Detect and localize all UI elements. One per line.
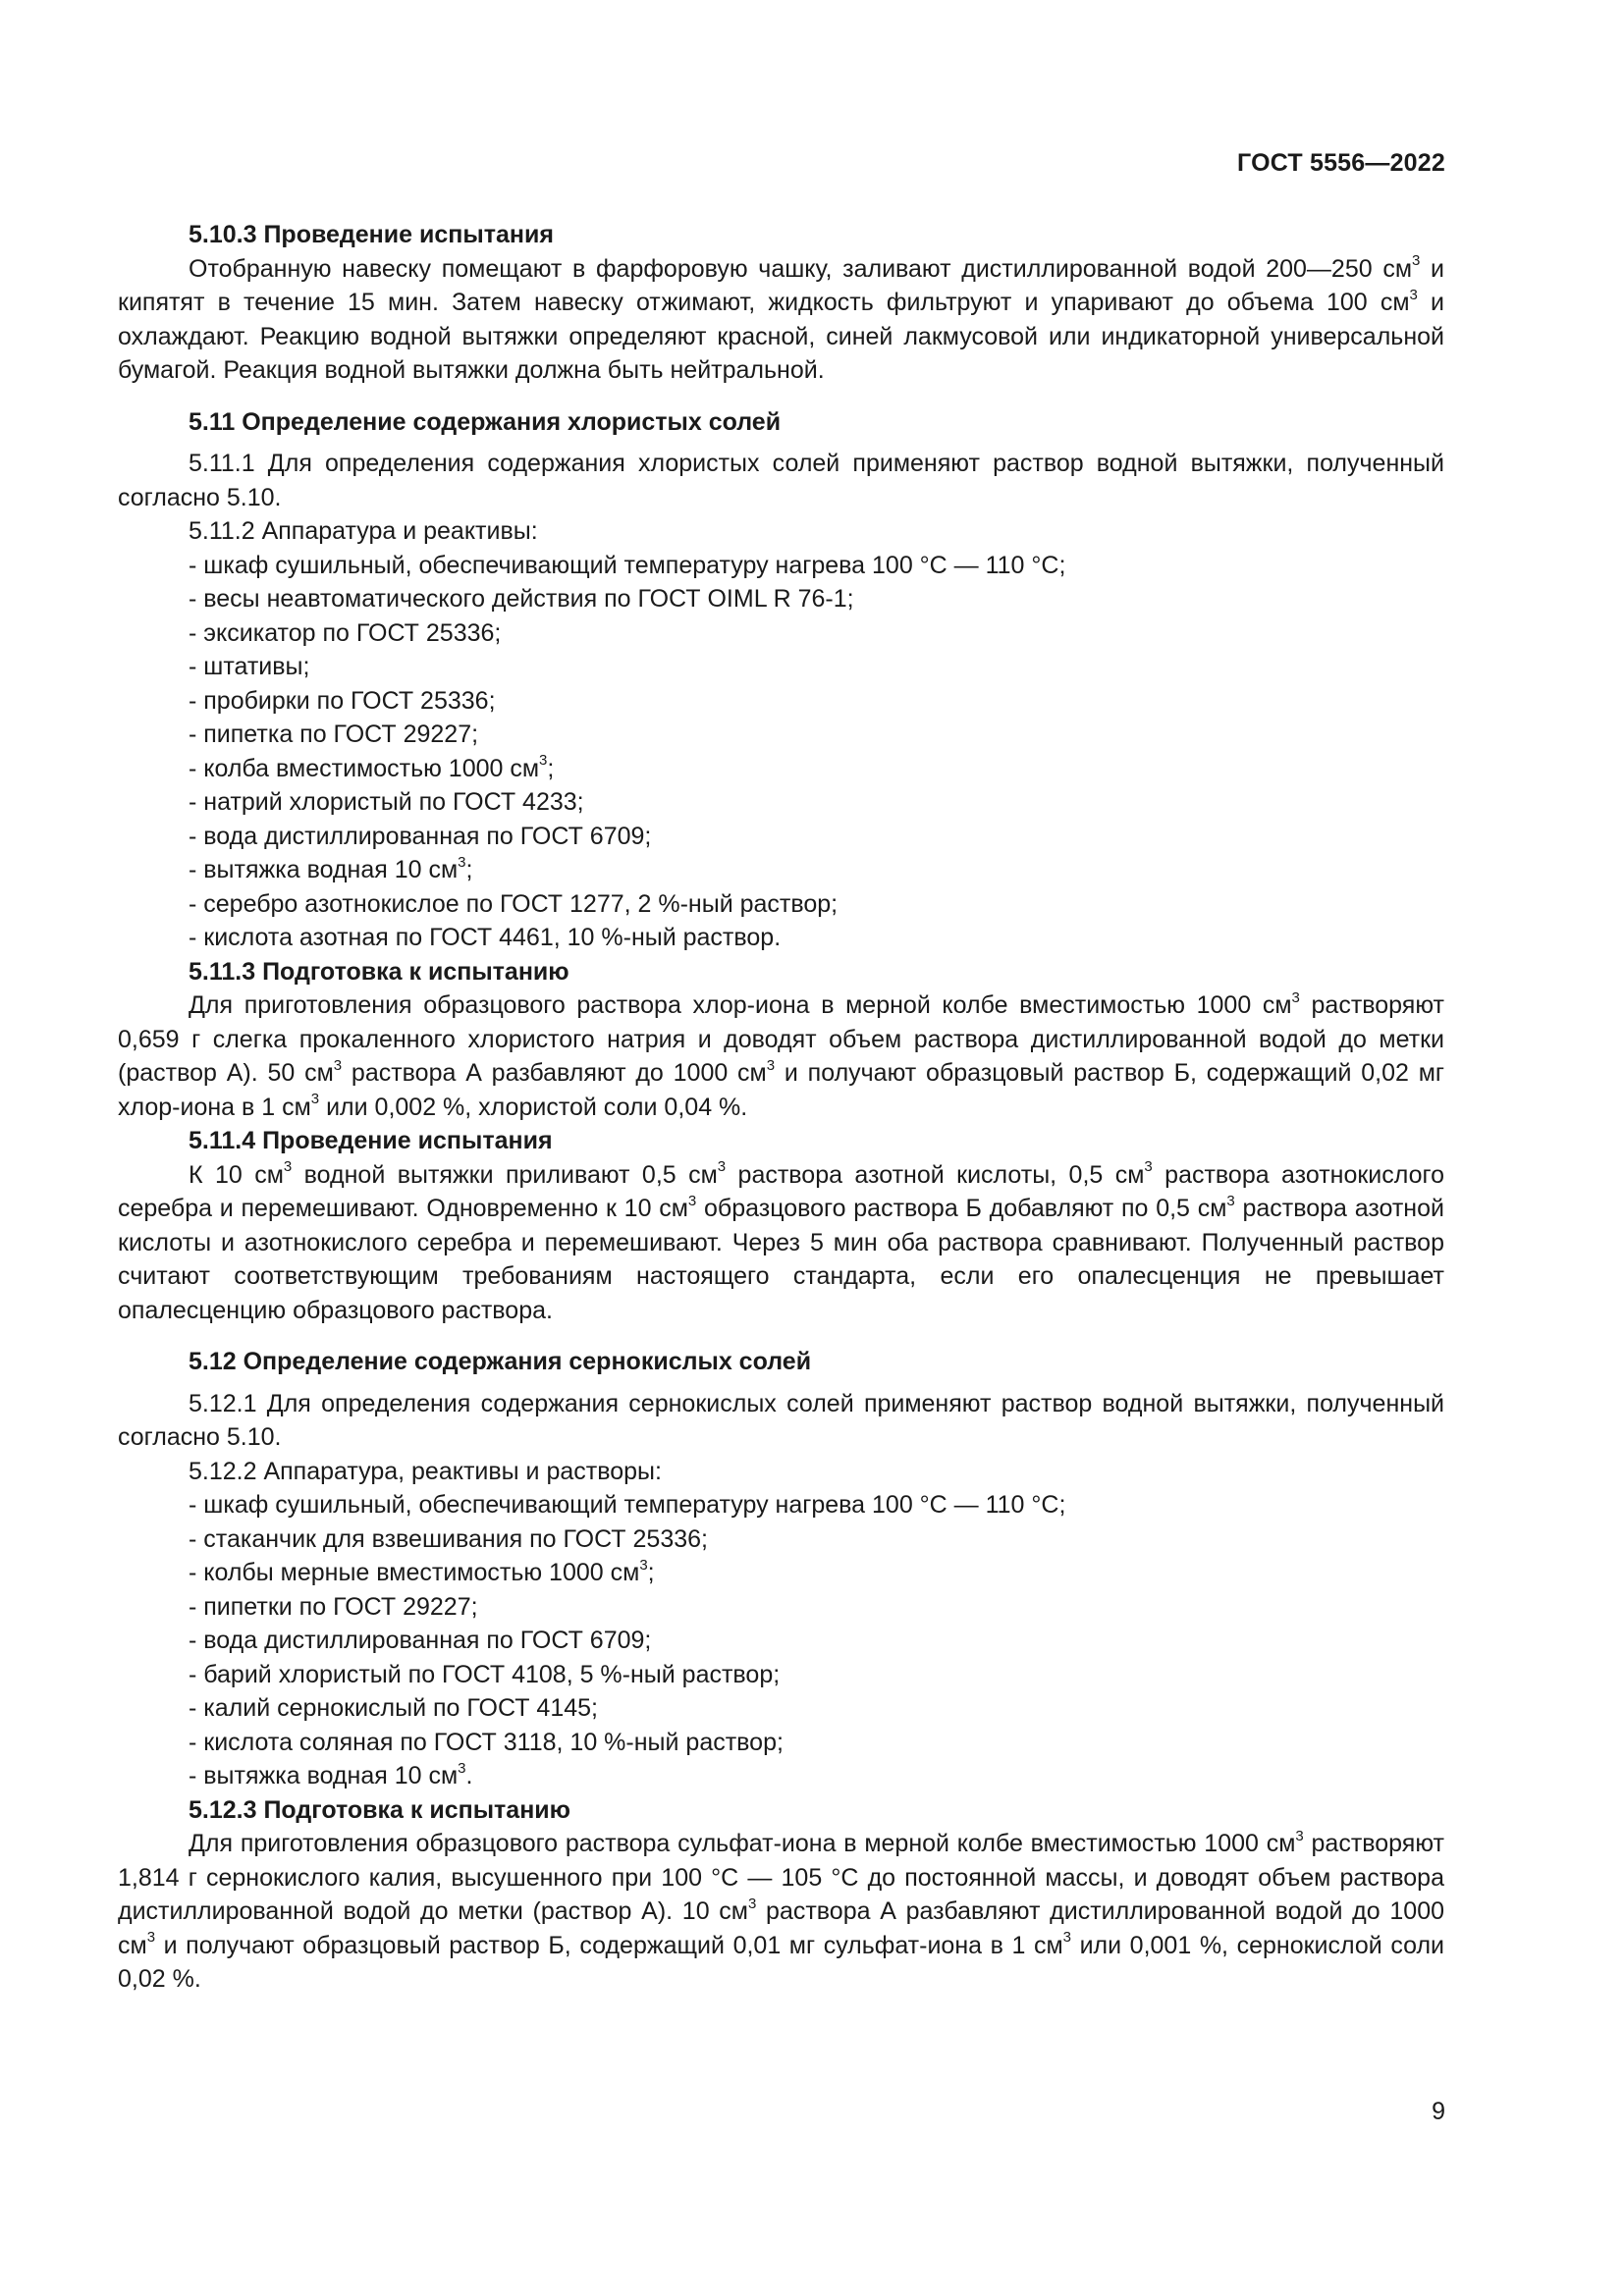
- list-item: - пипетки по ГОСТ 29227;: [189, 1592, 478, 1621]
- document-code: ГОСТ 5556—2022: [1237, 149, 1445, 177]
- section-5-12-1-text: 5.12.1 Для определения содержания сернокислых солей применяют раствор водной вытяжки, полученный согласно 5.10.: [118, 1389, 1444, 1451]
- list-item: - вытяжка водная 10 $см^3$;: [189, 853, 473, 883]
- list-item: - колбы мерные вместимостью 1000 $см^3$;: [189, 1556, 655, 1586]
- section-5-11-4-heading: 5.11.4 Проведение испытания: [189, 1127, 553, 1154]
- section-5-11-2-text: 5.11.2 Аппаратура и реактивы:: [189, 517, 538, 545]
- list-item: - кислота азотная по ГОСТ 4461, 10 %-ный раствор.: [189, 924, 782, 951]
- equipment-list-5-12: [118, 1488, 1444, 1793]
- list-item: - кислота соляная по ГОСТ 3118, 10 %-ный раствор;: [189, 1728, 784, 1756]
- list-item: - вода дистиллированная по ГОСТ 6709;: [189, 822, 652, 850]
- equipment-list-5-11: [118, 549, 1444, 955]
- section-5-12-2-text: 5.12.2 Аппаратура, реактивы и растворы:: [189, 1457, 662, 1485]
- section-5-11-3-heading: 5.11.3 Подготовка к испытанию: [189, 957, 569, 986]
- list-item: - калий сернокислый по ГОСТ 4145;: [189, 1694, 598, 1722]
- list-item: - шкаф сушильный, обеспечивающий температуру нагрева 100 °C — 110 °C;: [189, 1491, 1066, 1519]
- list-item: - штативы;: [189, 653, 310, 680]
- list-item: - пипетка по ГОСТ 29227;: [189, 721, 479, 748]
- list-item: - колба вместимостью 1000 $см^3$;: [189, 752, 555, 782]
- list-item: - шкаф сушильный, обеспечивающий температуру нагрева 100 °C — 110 °C;: [189, 551, 1066, 579]
- section-5-11-3-text: Для приготовления образцового раствора хлор-иона в мерной колбе вместимостью 1000 $см^3$ растворяют 0,659 г слегка прокаленного хлористого натрия и доводят объем раствора дистиллированной водой до метки (раствор А). 50 $см^3$ раствора А разбавляют до 1000 $см^3$ и получают образцовый раствор Б, содержащий 0,02 мг хлор-иона в 1 $см^3$ или 0,002 %, хлористой соли 0,04 %.: [118, 988, 1444, 1121]
- list-item: - пробирки по ГОСТ 25336;: [189, 686, 496, 715]
- list-item: - барий хлористый по ГОСТ 4108, 5 %-ный раствор;: [189, 1660, 781, 1688]
- list-item: - серебро азотнокислое по ГОСТ 1277, 2 %-ный раствор;: [189, 889, 839, 918]
- section-5-11-heading: 5.11 Определение содержания хлористых солей: [189, 407, 782, 436]
- list-item: - стаканчик для взвешивания по ГОСТ 25336;: [189, 1524, 708, 1553]
- list-item: - вытяжка водная 10 $см^3$.: [189, 1759, 473, 1789]
- section-5-12-3-text: Для приготовления образцового раствора сульфат-иона в мерной колбе вместимостью 1000 $см^3$ растворяют 1,814 г сернокислого калия, высушенного при 100 °C — 105 °C до постоянной массы, и доводят объем раствора дистиллированной водой до метки (раствор А). 10 $см^3$ раствора А разбавляют дистиллированной водой до 1000 $см^3$ и получают образцовый раствор Б, содержащий 0,01 мг сульфат-иона в 1 $см^3$ или 0,001 %, сернокислой соли 0,02 %.: [118, 1827, 1445, 1993]
- list-item: - эксикатор по ГОСТ 25336;: [189, 618, 502, 647]
- section-5-12-3-heading: 5.12.3 Подготовка к испытанию: [189, 1795, 571, 1824]
- list-item: - вода дистиллированная по ГОСТ 6709;: [189, 1627, 652, 1654]
- document-body: [118, 218, 1444, 1997]
- list-item: - весы неавтоматического действия по ГОСТ OIML R 76-1;: [189, 585, 854, 613]
- section-5-11-4-text: К 10 $см^3$ водной вытяжки приливают 0,5 $см^3$ раствора азотной кислоты, 0,5 $см^3$ раствора азотнокислого серебра и перемешивают. Одновременно к 10 $см^3$ образцового раствора Б добавляют по 0,5 $см^3$ раствора азотной кислоты и азотнокислого серебра и перемешивают. Через 5 мин оба раствора сравнивают. Полученный раствор считают соответствующим требованиям настоящего стандарта, если его опалесценция не превышает опалесценцию образцового раствора.: [118, 1158, 1445, 1324]
- section-5-12-heading: 5.12 Определение содержания сернокислых солей: [189, 1348, 812, 1375]
- section-5-11-1-text: 5.11.1 Для определения содержания хлористых солей применяют раствор водной вытяжки, полученный согласно 5.10.: [118, 450, 1444, 511]
- page-number: 9: [1432, 2098, 1445, 2125]
- list-item: - натрий хлористый по ГОСТ 4233;: [189, 788, 584, 816]
- section-5-10-3-text: Отобранную навеску помещают в фарфоровую чашку, заливают дистиллированной водой 200—250 $см^3$ и кипятят в течение 15 мин. Затем навеску отжимают, жидкость фильтруют и упаривают до объема 100 $см^3$ и охлаждают. Реакцию водной вытяжки определяют красной, синей лакмусовой или индикаторной универсальной бумагой. Реакция водной вытяжки должна быть нейтральной.: [118, 252, 1444, 384]
- section-5-10-3-heading: 5.10.3 Проведение испытания: [189, 221, 554, 248]
